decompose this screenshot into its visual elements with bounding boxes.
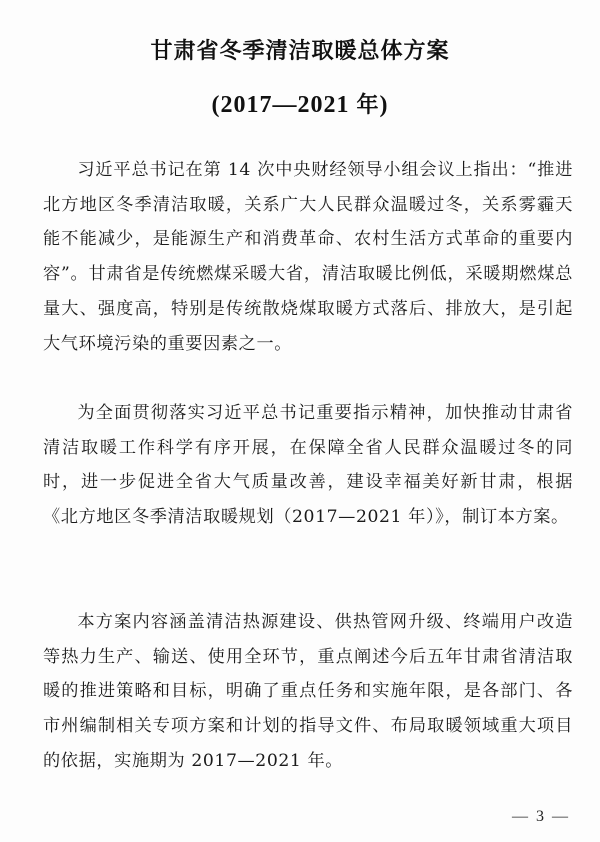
subtitle-close: ): [379, 92, 389, 118]
paragraph-1: 习近平总书记在第 14 次中央财经领导小组会议上指出：“推进北方地区冬季清洁取暖，关系广大人民群众温暖过冬，关系雾霾天能不能减少，是能源生产和消费革命、农村生活方式革命的重要内容”。甘肃省是传统燃煤采暖大省，清洁取暖比例低，采暖期燃煤总量大、强度高，特别是传统散烧煤取暖方式落后、排放大，是引起大气环境污染的重要因素之一。: [43, 160, 573, 354]
subtitle-open: (2017—2021: [211, 92, 350, 118]
document-subtitle: [0, 88, 600, 119]
subtitle-year: 年: [356, 93, 380, 118]
page-number: — 3 —: [512, 808, 570, 825]
paragraph-2: 为全面贯彻落实习近平总书记重要指示精神，加快推动甘肃省清洁取暖工作科学有序开展，在保障全省人民群众温暖过冬的同时，进一步促进全省大气质量改善，建设幸福美好新甘肃，根据《北方地区冬季清洁取暖规划（2017—2021 年）》，制订本方案。: [43, 403, 573, 528]
document-title: 甘肃省冬季清洁取暖总体方案: [150, 39, 450, 64]
paragraph-3: 本方案内容涵盖清洁热源建设、供热管网升级、终端用户改造等热力生产、输送、使用全环节，重点阐述今后五年甘肃省清洁取暖的推进策略和目标，明确了重点任务和实施年限，是各部门、各市州编制相关专项方案和计划的指导文件、布局取暖领域重大项目的依据，实施期为 2017—2021 年。: [43, 612, 573, 771]
